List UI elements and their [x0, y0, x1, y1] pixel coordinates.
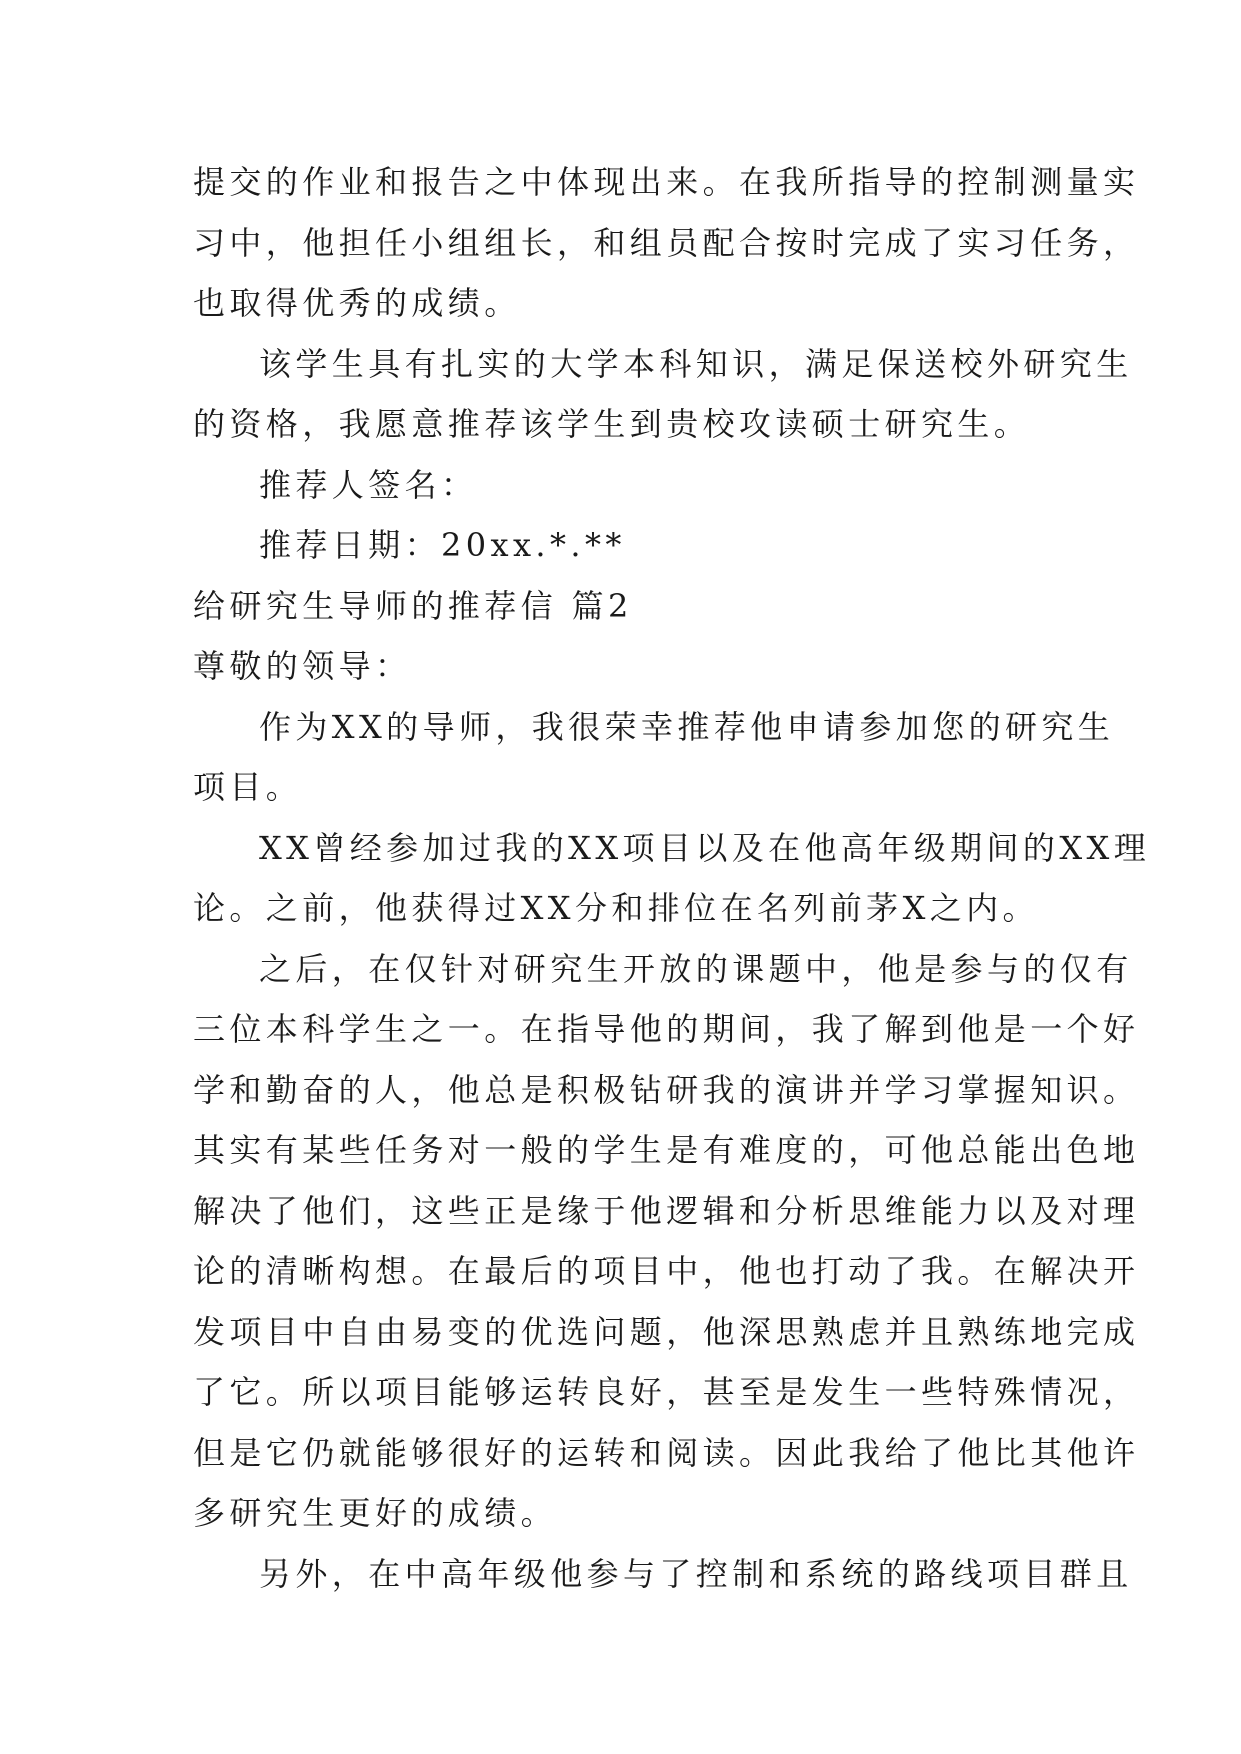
text-line: 多研究生更好的成绩。 [193, 1494, 558, 1532]
text-line: 项目。 [193, 768, 303, 806]
text-line: 三位本科学生之一。在指导他的期间，我了解到他是一个好 [193, 1010, 1140, 1048]
text-line: 学和勤奋的人，他总是积极钻研我的演讲并学习掌握知识。 [193, 1070, 1140, 1109]
paragraph-start-line: 之后，在仅针对研究生开放的课题中，他是参与的仅有 [259, 949, 1133, 988]
paragraph-start-line: 作为XX的导师，我很荣幸推荐他申请参加您的研究生 [259, 707, 1115, 746]
text-line: 解决了他们，这些正是缘于他逻辑和分析思维能力以及对理 [193, 1191, 1140, 1230]
paragraph-start-line: 另外，在中高年级他参与了控制和系统的路线项目群且 [259, 1554, 1133, 1593]
text-line: 其实有某些任务对一般的学生是有难度的，可他总能出色地 [193, 1131, 1140, 1169]
text-line: 论的清晰构想。在最后的项目中，他也打动了我。在解决开 [193, 1252, 1140, 1290]
text-line: 习中，他担任小组组长，和组员配合按时完成了实习任务， [193, 223, 1140, 262]
paragraph-start-line: 该学生具有扎实的大学本科知识，满足保送校外研究生 [259, 344, 1133, 383]
text-line: 论。之前，他获得过XX分和排位在名列前茅X之内。 [193, 889, 1039, 927]
salutation: 尊敬的领导： [193, 647, 412, 685]
text-line: 但是它仍就能够很好的运转和阅读。因此我给了他比其他许 [193, 1433, 1140, 1472]
text-line: 发项目中自由易变的优选问题，他深思熟虑并且熟练地完成 [193, 1312, 1140, 1351]
text-line: 了它。所以项目能够运转良好，甚至是发生一些特殊情况， [193, 1373, 1140, 1411]
section-heading: 给研究生导师的推荐信 篇2 [193, 586, 633, 625]
document-page [193, 152, 1151, 1604]
text-line: 的资格，我愿意推荐该学生到贵校攻读硕士研究生。 [193, 405, 1031, 443]
paragraph-start-line: XX曾经参加过我的XX项目以及在他高年级期间的XX理 [259, 828, 1151, 867]
text-line: 也取得优秀的成绩。 [193, 284, 521, 322]
text-line: 提交的作业和报告之中体现出来。在我所指导的控制测量实 [193, 163, 1140, 201]
date-line: 推荐日期：20xx.*.** [259, 526, 626, 564]
signature-line: 推荐人签名： [259, 465, 478, 504]
